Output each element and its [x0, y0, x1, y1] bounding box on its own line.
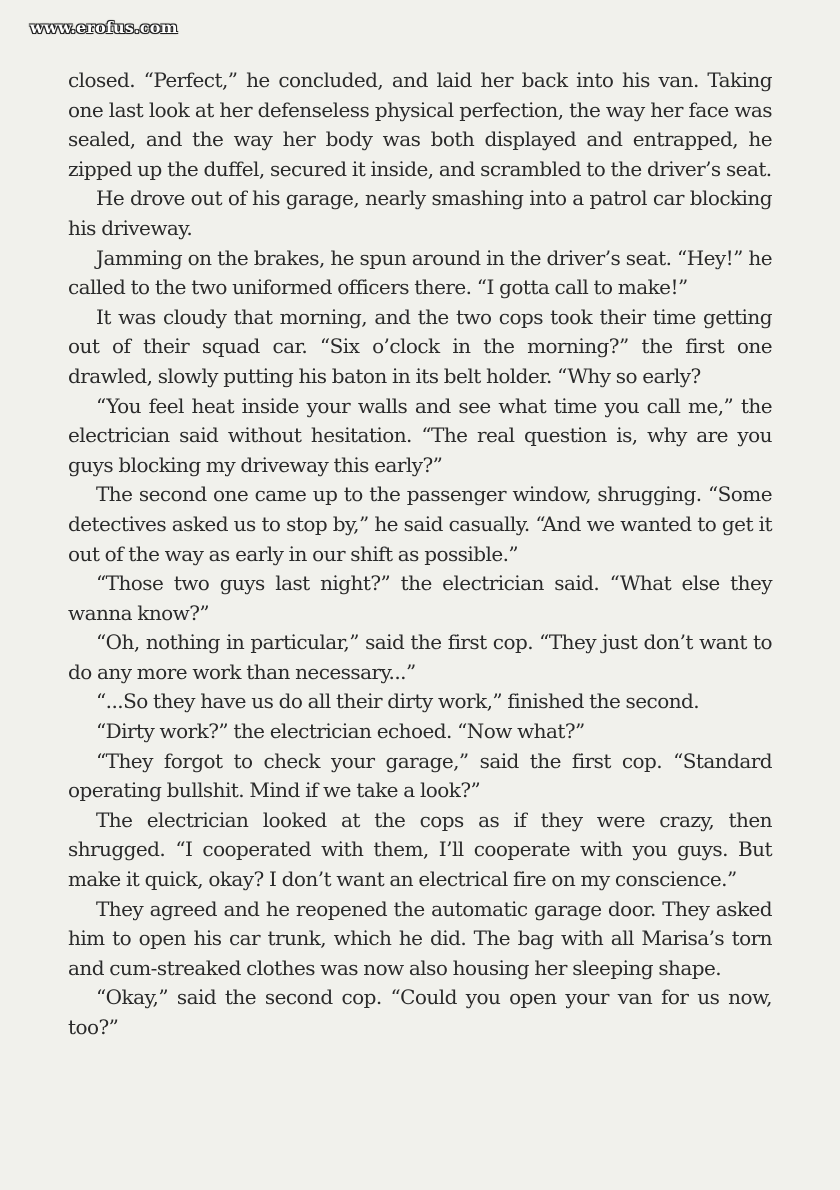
paragraph: closed. “Perfect,” he concluded, and laid her back into his van. Taking one last look at her defenseless physical perfection, the way her face was sealed, and the way her body was both displayed and entrapped, he zipped up the duffel, secured it inside, and scrambled to the driver’s seat. — [68, 68, 772, 181]
paragraph: The electrician looked at the cops as if they were crazy, then shrugged. “I cooperated with them, I’ll cooperate with you guys. But make it quick, okay? I don’t want an electrical fire on my conscience.” — [68, 807, 772, 892]
paragraph: “Those two guys last night?” the electrician said. “What else they wanna know?” — [68, 571, 772, 625]
paragraph: “Okay,” said the second cop. “Could you open your van for us now, too?” — [68, 985, 772, 1039]
paragraph: “...So they have us do all their dirty work,” finished the second. — [96, 689, 700, 714]
paragraph: He drove out of his garage, nearly smashing into a patrol car blocking his driveway. — [68, 186, 772, 240]
paragraph: Jamming on the brakes, he spun around in the driver’s seat. “Hey!” he called to the two uniformed officers there. “I gotta call to make!” — [68, 245, 772, 300]
paragraph: “They forgot to check your garage,” said the first cop. “Standard operating bullshit. Mind if we take a look?” — [68, 748, 772, 803]
story-text — [68, 66, 772, 1043]
site-watermark: www.erofus.com — [30, 18, 178, 37]
paragraph: “Oh, nothing in particular,” said the first cop. “They just don’t want to do any more work than necessary...” — [68, 630, 772, 684]
paragraph: It was cloudy that morning, and the two cops took their time getting out of their squad car. “Six o’clock in the morning?” the first one drawled, slowly putting his baton in its belt holder. “Why so early? — [68, 304, 772, 388]
paragraph: “Dirty work?” the electrician echoed. “Now what?” — [96, 719, 585, 744]
paragraph: The second one came up to the passenger window, shrugging. “Some detectives asked us to stop by,” he said casually. “And we wanted to get it out of the way as early in our shift as possible.” — [68, 482, 772, 566]
paragraph: They agreed and he reopened the automatic garage door. They asked him to open his car trunk, which he did. The bag with all Marisa’s torn and cum-streaked clothes was now also housing her sleeping shape. — [68, 896, 772, 980]
paragraph: “You feel heat inside your walls and see what time you call me,” the electrician said without hesitation. “The real question is, why are you guys blocking my driveway this early?” — [68, 393, 772, 477]
